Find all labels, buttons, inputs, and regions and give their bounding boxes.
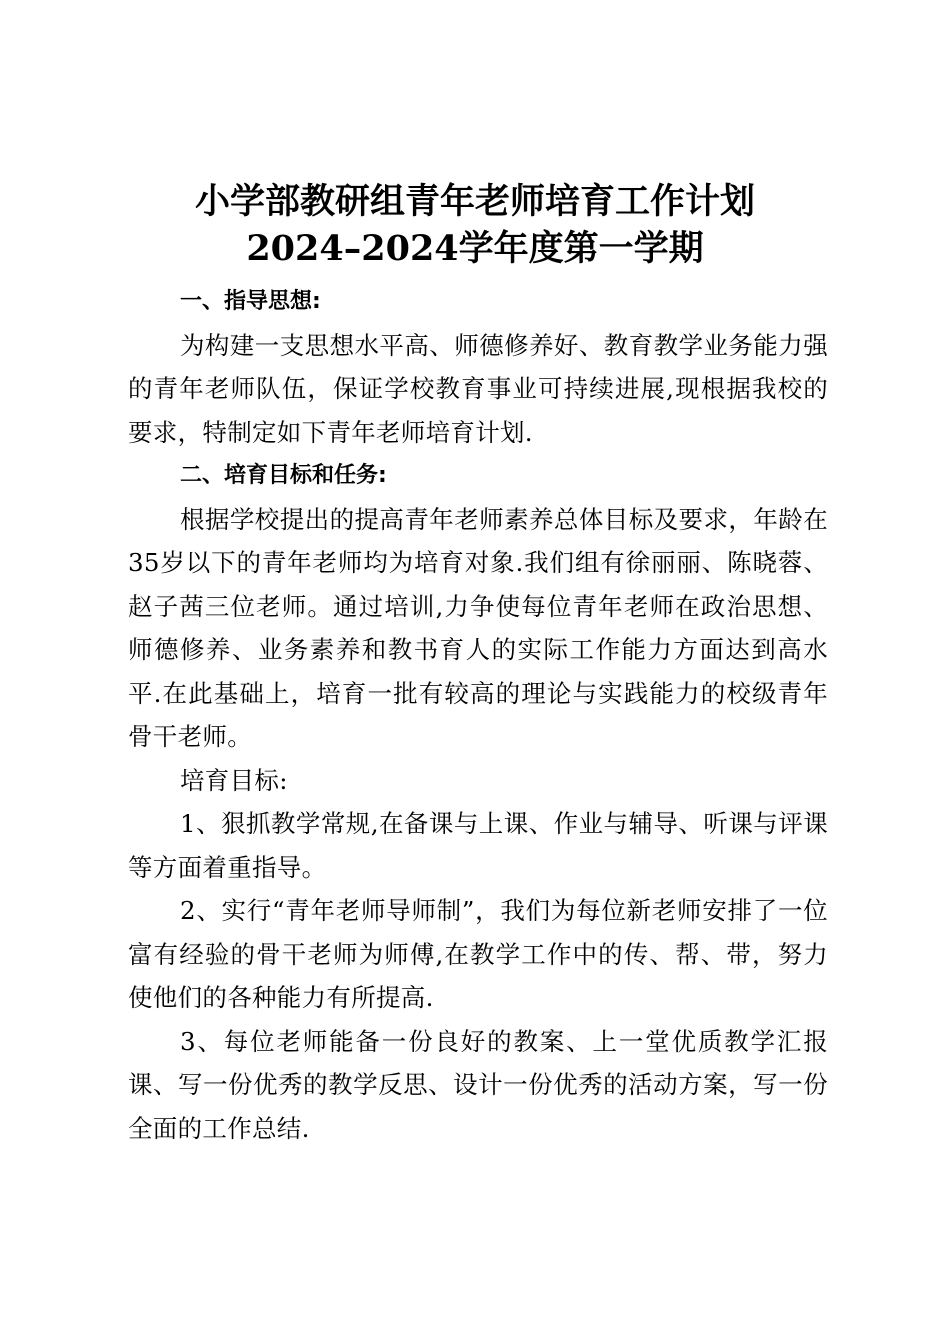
paragraph-goals-tasks: 根据学校提出的提高青年老师素养总体目标及要求，年龄在35岁以下的青年老师均为培育对象.我们组有徐丽丽、陈晓蓉、赵子茜三位老师。通过培训,力争使每位青年老师在政治思想、师德修养、业务素养和教书育人的实际工作能力方面达到高水平.在此基础上，培育一批有较高的理论与实践能力的校级青年骨干老师。 — [128, 504, 828, 751]
document-body — [128, 280, 828, 1150]
paragraph-guiding-thought: 为构建一支思想水平高、师德修养好、教育教学业务能力强的青年老师队伍，保证学校教育事业可持续进展,现根据我校的要求，特制定如下青年老师培育计划. — [128, 330, 828, 447]
section-heading-guiding-thought: 一、指导思想: — [180, 289, 321, 314]
title-line-2: 2024–2024学年度第一学期 — [246, 228, 704, 269]
paragraph-goal-2: 2、实行“青年老师导师制”，我们为每位新老师安排了一位富有经验的骨干老师为师傅,在教学工作中的传、帮、带，努力使他们的各种能力有所提高. — [128, 896, 828, 1012]
section-heading-goals-tasks: 二、培育目标和任务: — [180, 463, 387, 488]
document-title — [0, 178, 950, 272]
title-line-1: 小学部教研组青年老师培育工作计划 — [194, 181, 755, 222]
paragraph-goal-1: 1、狠抓教学常规,在备课与上课、作业与辅导、听课与评课等方面着重指导。 — [128, 809, 828, 882]
paragraph-goals-label: 培育目标: — [180, 765, 288, 795]
paragraph-goal-3: 3、每位老师能备一份良好的教案、上一堂优质教学汇报课、写一份优秀的教学反思、设计一份优秀的活动方案，写一份全面的工作总结. — [128, 1026, 828, 1143]
